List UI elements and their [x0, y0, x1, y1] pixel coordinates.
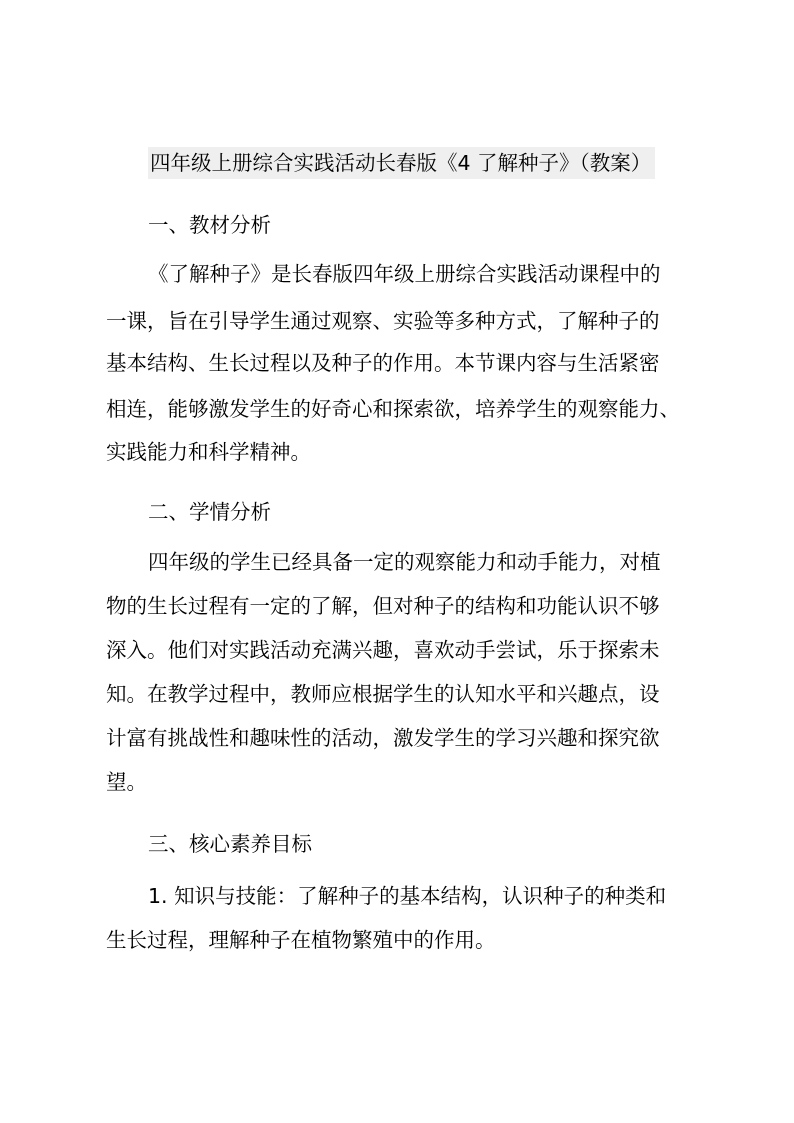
paragraph-line: 实践能力和科学精神。	[106, 440, 311, 464]
paragraph-line: 四年级的学生已经具备一定的观察能力和动手能力，对植	[148, 550, 661, 574]
section-heading: 一、教材分析	[148, 213, 271, 237]
paragraph-line: 生长过程，理解种子在植物繁殖中的作用。	[106, 928, 496, 952]
paragraph-line: 1. 知识与技能：了解种子的基本结构，认识种子的种类和	[148, 884, 667, 908]
paragraph-line: 计富有挑战性和趣味性的活动，激发学生的学习兴趣和探究欲	[106, 726, 660, 750]
paragraph-line: 知。在教学过程中，教师应根据学生的认知水平和兴趣点，设	[106, 682, 660, 706]
paragraph-line: 相连，能够激发学生的好奇心和探索欲，培养学生的观察能力、	[106, 397, 680, 421]
paragraph-line: 物的生长过程有一定的了解，但对种子的结构和功能认识不够	[106, 594, 660, 618]
section-heading: 三、核心素养目标	[148, 832, 312, 856]
paragraph-line: 深入。他们对实践活动充满兴趣，喜欢动手尝试，乐于探索未	[106, 638, 660, 662]
document-title: 四年级上册综合实践活动长春版《4 了解种子》（教案）	[148, 147, 655, 179]
section-heading: 二、学情分析	[148, 500, 271, 524]
paragraph-line: 《了解种子》是长春版四年级上册综合实践活动课程中的	[148, 262, 661, 286]
paragraph-line: 望。	[106, 770, 147, 794]
paragraph-line: 一课，旨在引导学生通过观察、实验等多种方式，了解种子的	[106, 309, 660, 333]
paragraph-line: 基本结构、生长过程以及种子的作用。本节课内容与生活紧密	[106, 351, 660, 375]
